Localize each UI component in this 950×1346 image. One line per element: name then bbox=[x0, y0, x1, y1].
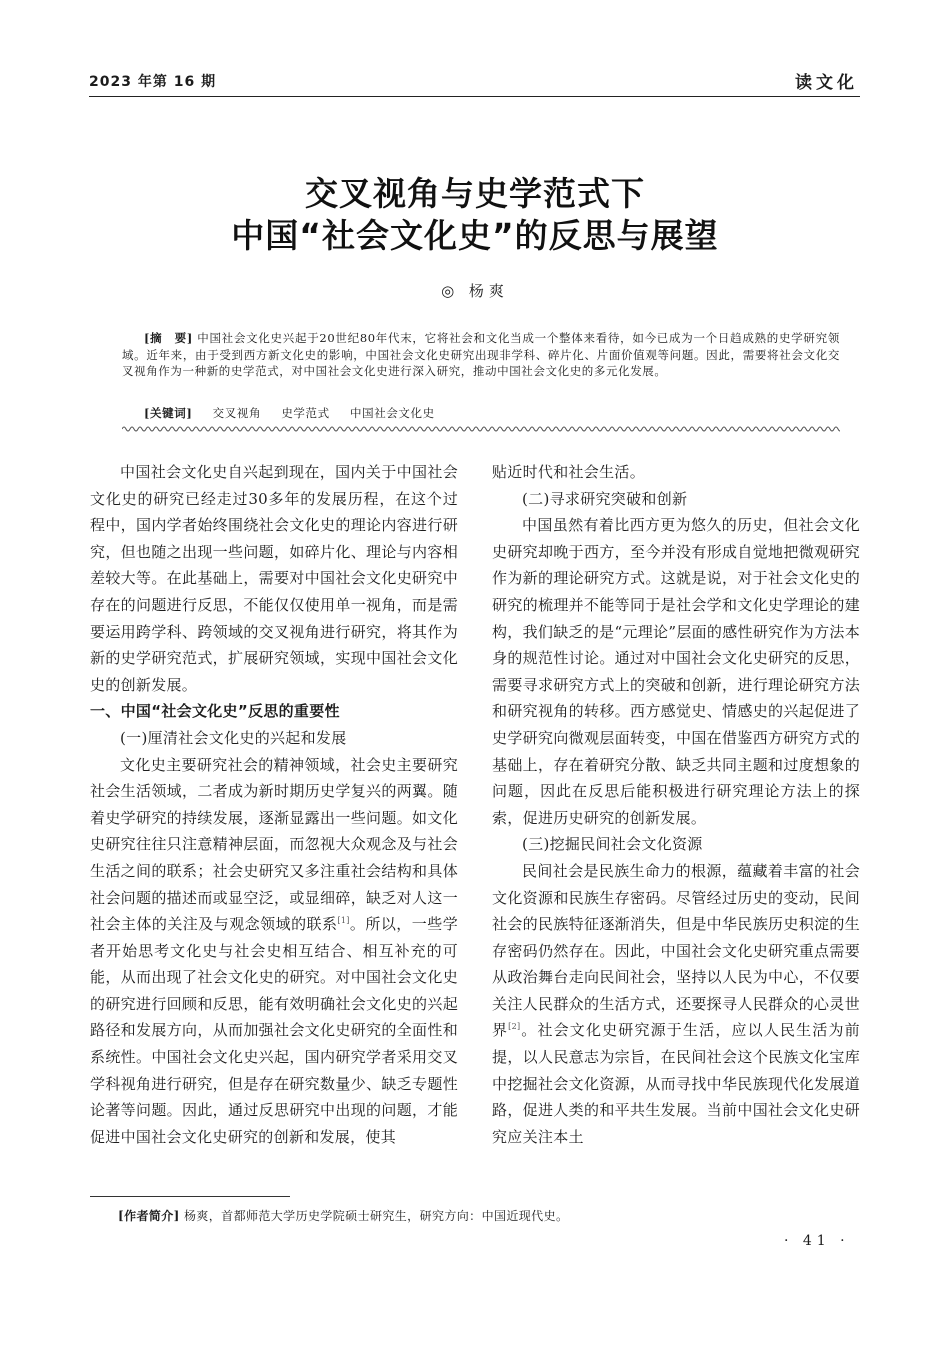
footnote-rule bbox=[90, 1196, 290, 1197]
intro-paragraph: 中国社会文化史自兴起到现在，国内关于中国社会文化史的研究已经走过30多年的发展历程，在这个过程中，国内学者始终围绕社会文化史的理论内容进行研究，但也随之出现一些问题，如碎片化、理论与内容相差较大等。在此基础上，需要对中国社会文化史研究中存在的问题进行反思，不能仅仅使用单一视角，而是需要运用跨学科、跨领域的交叉视角进行研究，将其作为新的史学研究范式，扩展研究领域，实现中国社会文化史的创新发展。 bbox=[90, 463, 458, 694]
keywords-label: [关键词] bbox=[144, 406, 193, 420]
running-header-journal: 读文化 bbox=[795, 73, 858, 93]
paragraph-3-text-b: 。社会文化史研究源于生活，应以人民生活为前提，以人民意志为宗旨，在民间社会这个民族文化宝库中挖掘社会文化资源，从而寻找中华民族现代化发展道路，促进人类的和平共生发展。当前中国社会文化史研究应关注本土 bbox=[492, 1021, 860, 1146]
body-column-left bbox=[90, 459, 458, 1150]
article-title-line2: 中国“社会文化史”的反思与展望 bbox=[231, 216, 719, 255]
continuation-text: 贴近时代和社会生活。 bbox=[492, 463, 646, 481]
running-header-issue: 2023 年第 16 期 bbox=[89, 74, 217, 90]
citation-ref-2: [2] bbox=[508, 1022, 521, 1032]
keyword-item: 中国社会文化史 bbox=[350, 406, 435, 420]
subsection-heading-3: (三)挖掘民间社会文化资源 bbox=[522, 835, 703, 854]
body-column-right bbox=[492, 459, 860, 1150]
header-rule bbox=[89, 96, 860, 97]
keyword-item: 史学范式 bbox=[281, 406, 330, 420]
paragraph-3 bbox=[492, 858, 860, 1151]
author-note-label: [作者简介] bbox=[118, 1209, 180, 1223]
keyword-item: 交叉视角 bbox=[212, 406, 262, 420]
abstract bbox=[122, 330, 840, 380]
section-heading-1: 一、中国“社会文化史”反思的重要性 bbox=[90, 702, 340, 721]
page-number: · 41 · bbox=[784, 1233, 850, 1249]
paragraph-1 bbox=[90, 752, 458, 1151]
citation-ref-1: [1] bbox=[337, 916, 350, 926]
subsection-heading-1: (一)厘清社会文化史的兴起和发展 bbox=[120, 728, 347, 747]
paragraph-1-text-b: 。所以，一些学者开始思考文化史与社会史相互结合、相互补充的可能，从而出现了社会文化史的研究。对中国社会文化史的研究进行回顾和反思，能有效明确社会文化史的兴起路径和发展方向，从而加强社会文化史研究的全面性和系统性。中国社会文化史兴起，国内研究学者采用交叉学科视角进行研究，但是存在研究数量少、缺乏专题性论著等问题。因此，通过反思研究中出现的问题，才能促进中国社会文化史研究的创新和发展，使其 bbox=[90, 915, 458, 1146]
subsection-heading-2: (二)寻求研究突破和创新 bbox=[522, 489, 688, 508]
abstract-label: [摘 要] bbox=[144, 331, 193, 345]
article-author: ◎ 杨爽 bbox=[441, 282, 509, 300]
author-note-text: 杨爽，首都师范大学历史学院硕士研究生，研究方向：中国近现代史。 bbox=[183, 1209, 569, 1223]
paragraph-2: 中国虽然有着比西方更为悠久的历史，但社会文化史研究却晚于西方，至今并没有形成自觉地把微观研究作为新的理论研究方式。这就是说，对于社会文化史的研究的梳理并不能等同于是社会学和文化史学理论的建构，我们缺乏的是“元理论”层面的感性研究作为方法本身的规范性讨论。通过对中国社会文化史研究的反思，需要寻求研究方式上的突破和创新，进行理论研究方法和研究视角的转移。西方感觉史、情感史的兴起促进了史学研究向微观层面转变，中国在借鉴西方研究方式的基础上，存在着研究分散、缺乏共同主题和过度想象的问题，因此在反思后能积极进行研究理论方法上的探索，促进历史研究的创新发展。 bbox=[492, 516, 860, 827]
paragraph-3-text-a: 民间社会是民族生命力的根源，蕴藏着丰富的社会文化资源和民族生存密码。尽管经过历史的变动，民间社会的民族特征逐渐消失，但是中华民族历史积淀的生存密码仍然存在。因此，中国社会文化史研究重点需要从政治舞台走向民间社会，坚持以人民为中心，不仅要关注人民群众的生活方式，还要探寻人民群众的心灵世界 bbox=[492, 861, 860, 1040]
keywords bbox=[144, 405, 451, 421]
author-note bbox=[118, 1207, 568, 1224]
abstract-text: 中国社会文化史兴起于20世纪80年代末，它将社会和文化当成一个整体来看待，如今已成为一个日趋成熟的史学研究领域。近年来，由于受到西方新文化史的影响，中国社会文化史研究出现非学科、碎片化、片面价值观等问题。因此，需要将社会文化交叉视角作为一种新的史学范式，对中国社会文化史进行深入研究，推动中国社会文化史的多元化发展。 bbox=[122, 331, 840, 378]
paragraph-1-text-a: 文化史主要研究社会的精神领域，社会史主要研究社会生活领域，二者成为新时期历史学复兴的两翼。随着史学研究的持续发展，逐渐显露出一些问题。如文化史研究往往只注意精神层面，而忽视大众观念及与社会生活之间的联系；社会史研究又多注重社会结构和具体社会问题的描述而或显空泛，或显细碎，缺乏对人这一社会主体的关注及与观念领域的联系 bbox=[90, 755, 458, 934]
wavy-divider bbox=[122, 423, 840, 435]
article-title-line1: 交叉视角与史学范式下 bbox=[305, 174, 645, 213]
